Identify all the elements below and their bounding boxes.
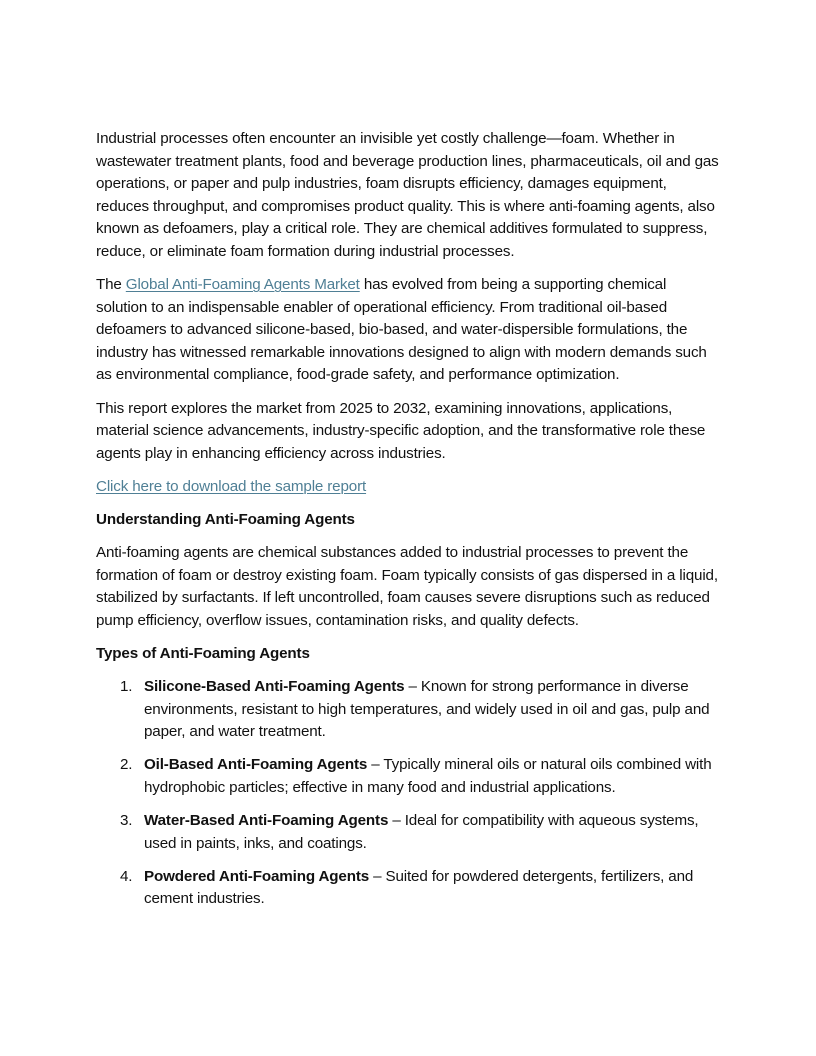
understanding-heading: Understanding Anti-Foaming Agents bbox=[96, 510, 355, 528]
list-number: 2. bbox=[120, 756, 133, 774]
understanding-paragraph: Anti-foaming agents are chemical substances added to industrial processes to prevent the formation of foam or destroy existing foam. Foam typically consists of gas dispersed in a liquid, stabilized by surfactants. If left uncontrolled, foam causes severe disruptions such as reduced pump efficiency, overflow issues, contamination risks, and quality defects. bbox=[96, 544, 718, 629]
list-item-title: Oil-Based Anti-Foaming Agents bbox=[144, 756, 368, 774]
list-number: 3. bbox=[120, 811, 133, 829]
list-item-description: – Suited for powdered detergents, fertilizers, and cement industries. bbox=[144, 867, 694, 908]
list-item-silicone bbox=[96, 676, 720, 744]
market-paragraph bbox=[96, 274, 720, 387]
intro-paragraph: Industrial processes often encounter an invisible yet costly challenge—foam. Whether in wastewater treatment plants, food and beverage production lines, pharmaceuticals, oil and gas operations, or paper and pulp industries, foam disrupts efficiency, damages equipment, reduces throughput, and compromises product quality. This is where anti-foaming agents, also known as defoamers, play a critical role. They are chemical additives formulated to suppress, reduce, or eliminate foam formation during industrial processes. bbox=[96, 130, 719, 260]
report-scope-paragraph: This report explores the market from 2025 to 2032, examining innovations, applications, material science advancements, industry-specific adoption, and the transformative role these agents play in enhancing efficiency across industries. bbox=[96, 399, 706, 462]
types-list bbox=[96, 676, 720, 911]
list-item-water bbox=[96, 810, 720, 855]
global-market-link[interactable]: Global Anti-Foaming Agents Market bbox=[125, 276, 360, 294]
types-heading: Types of Anti-Foaming Agents bbox=[96, 644, 310, 662]
list-item-oil bbox=[96, 754, 720, 799]
list-item-title: Powdered Anti-Foaming Agents bbox=[144, 867, 370, 885]
list-number: 1. bbox=[120, 677, 133, 695]
list-item-description: – Ideal for compatibility with aqueous systems, used in paints, inks, and coatings. bbox=[144, 811, 699, 852]
document-page bbox=[96, 128, 720, 921]
list-number: 4. bbox=[120, 867, 133, 885]
download-paragraph bbox=[96, 476, 720, 499]
list-item-description: – Known for strong performance in diverse environments, resistant to high temperatures, and widely used in oil and gas, pulp and paper, and water treatment. bbox=[144, 677, 710, 741]
market-suffix: has evolved from being a supporting chemical solution to an indispensable enabler of operational efficiency. From traditional oil-based defoamers to advanced silicone-based, bio-based, and water-dispersible formulations, the industry has witnessed remarkable innovations designed to align with modern demands such as environmental compliance, food-grade safety, and performance optimization. bbox=[96, 276, 707, 384]
list-item-powdered bbox=[96, 866, 720, 911]
list-item-description: – Typically mineral oils or natural oils combined with hydrophobic particles; effective in many food and industrial applications. bbox=[144, 756, 712, 796]
list-item-title: Water-Based Anti-Foaming Agents bbox=[144, 811, 389, 829]
list-item-title: Silicone-Based Anti-Foaming Agents bbox=[144, 677, 405, 695]
download-sample-report-link[interactable]: Click here to download the sample report bbox=[96, 477, 367, 495]
market-prefix: The bbox=[96, 276, 126, 294]
